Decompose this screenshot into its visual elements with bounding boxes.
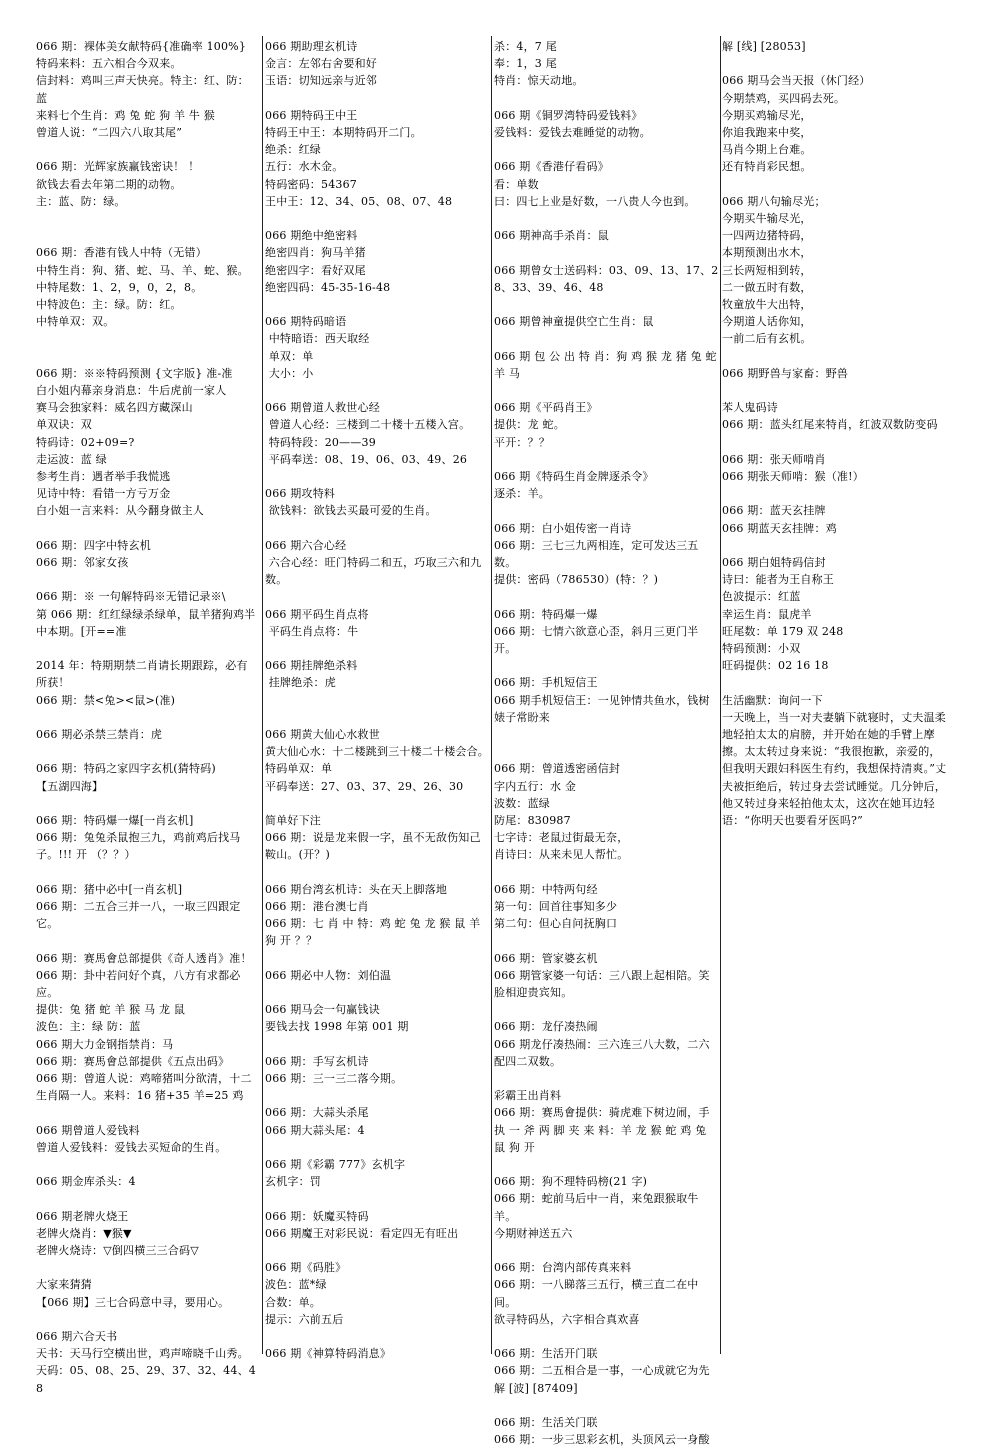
text-line: 第一句：回首往事知多少 <box>494 899 618 913</box>
text-line <box>36 141 258 158</box>
text-line: 参考生肖：遇者举手我慌逃 <box>36 470 171 483</box>
text-line: 苯人鬼码诗 <box>722 401 778 415</box>
text-line <box>265 1139 490 1156</box>
text-line: 066 期：大蒜头杀尾 <box>265 1106 369 1120</box>
text-line: 066 期：二五合三并一八，一取三四跟定它。 <box>36 899 241 931</box>
text-line: 旺码提供：02 16 18 <box>722 659 829 673</box>
text-line: 066 期必中人物：刘伯温 <box>265 968 392 982</box>
text-line: 066 期平码生肖点将 <box>265 607 369 621</box>
text-line: 中特生肖：狗、猪、蛇、马、羊、蛇、猴。 <box>36 263 249 277</box>
text-line: 066 期：蛇前马后中一肖，来兔跟猴取牛羊。 <box>494 1192 699 1223</box>
text-line: 066 期《特码生肖金牌逐杀令》 <box>494 469 654 483</box>
text-line <box>265 984 490 1001</box>
text-line: 绝密四码：45-35-16-48 <box>265 280 391 294</box>
text-line: 066 期：赛馬會提供：骑虎难下树边闹，手执 一 斧 两 脚 夹 来 料：羊 龙 猴 蛇 鸡 兔 鼠 狗 开 <box>494 1106 711 1154</box>
text-line <box>36 330 258 347</box>
text-line: 066 期《铜罗湾特码爱钱料》 <box>494 108 643 122</box>
text-line: 色波提示：红蓝 <box>722 590 801 604</box>
text-line: 066 期：猪中必中[一肖玄机] <box>36 882 183 896</box>
text-line <box>494 726 720 743</box>
text-line <box>494 502 720 519</box>
text-line <box>36 709 258 726</box>
text-line <box>36 864 258 881</box>
text-line: 066 期：七 肖 中 特：鸡 蛇 兔 龙 猴 鼠 羊 狗 开 ？？ <box>265 917 485 948</box>
text-line: 066 期大蒜头尾：4 <box>265 1123 365 1137</box>
text-line: 防尾：830987 <box>494 813 571 827</box>
text-line <box>494 210 720 227</box>
text-line <box>722 55 948 72</box>
text-line: 提供：密码（786530）(特：？) <box>494 573 659 587</box>
text-line: 066 期马会一句赢钱诀 <box>265 1003 380 1017</box>
text-line: 第二句：但心自问抚胸口 <box>494 917 618 931</box>
text-line: 天码：05、08、25、29、37、32、44、48 <box>36 1364 256 1395</box>
text-line: 二一做五时有数， <box>722 280 812 294</box>
text-line: 看：单数 <box>494 177 539 191</box>
text-line: 提供：兔 猪 蛇 羊 猴 马 龙 鼠 <box>36 1003 186 1017</box>
text-line: 单双诀：双 <box>36 418 92 432</box>
text-line: 一四两边猪特码， <box>722 229 812 243</box>
text-line: 066 期攻特料 <box>265 487 336 501</box>
text-line <box>494 244 720 261</box>
text-line <box>265 296 490 313</box>
text-line: 066 期：张天师啃肖 <box>722 452 826 466</box>
text-line: 066 期手机短信王：一见钟情共鱼水，钱树婊子常盼来 <box>494 693 710 724</box>
text-line <box>265 709 490 726</box>
text-line: 066 期：台湾内部传真来料 <box>494 1261 632 1275</box>
text-line <box>265 640 490 657</box>
text-line <box>265 468 490 485</box>
text-line: 马肖今期上台难。 <box>722 143 812 157</box>
text-line <box>722 537 948 554</box>
text-line <box>722 485 948 502</box>
text-line: 066 期：裸体美女献特码{准确率 100%} <box>36 40 247 53</box>
text-line: 066 期《彩霸 777》玄机字 <box>265 1157 406 1171</box>
text-line: 066 期《平码肖王》 <box>494 401 598 415</box>
text-line <box>265 90 490 107</box>
text-line <box>494 296 720 313</box>
text-line: 中特暗语：西天取经 <box>265 332 370 346</box>
text-line: 王中王：12、34、05、08、07、48 <box>265 194 453 208</box>
text-line <box>36 1190 258 1207</box>
text-line: 波色：蓝*绿 <box>265 1278 327 1292</box>
text-line: 欲寻特码丛，六字相合真欢喜 <box>494 1312 640 1326</box>
text-line <box>36 795 258 812</box>
text-line: 白小姐内幕亲身消息：牛后虎前一家人 <box>36 383 227 397</box>
text-line: 066 期蓝天玄挂牌：鸡 <box>722 521 837 535</box>
text-line: 特码特段：20——39 <box>265 435 376 449</box>
column-2 <box>265 38 490 1362</box>
text-line <box>265 1328 490 1345</box>
text-line: 大家来猜猜 <box>36 1278 92 1292</box>
text-line: 066 期老牌火烧王 <box>36 1209 129 1223</box>
text-line: 066 期《码胜》 <box>265 1261 347 1275</box>
text-line <box>265 1242 490 1259</box>
text-line: 066 期大力金钢指禁肖：马 <box>36 1037 174 1051</box>
text-line <box>36 348 258 365</box>
text-line: 幸运生肖：鼠虎羊 <box>722 607 812 621</box>
text-line: 曾道人爱钱料：爱钱去买短命的生肖。 <box>36 1140 227 1154</box>
text-line: 066 期：白小姐传密一肖诗 <box>494 521 632 535</box>
text-line: 066 期：生活开门联 <box>494 1347 598 1361</box>
text-line: 066 期 包 公 出 特 肖：狗 鸡 猴 龙 猪 兔 蛇 羊 马 <box>494 349 721 380</box>
text-line: 波数：蓝绿 <box>494 796 550 810</box>
text-line: 066 期：兔兔杀鼠抱三九，鸡前鸡后找马子。!!! 开 （？？） <box>36 831 241 862</box>
text-line: 金言：左邻右舍要和好 <box>265 57 377 71</box>
text-line: 066 期：光辉家族赢钱密诀！ ！ <box>36 160 200 174</box>
text-line: 066 期《神算特码消息》 <box>265 1347 392 1361</box>
text-line: 逐杀：羊。 <box>494 487 550 501</box>
text-line: 066 期挂牌绝杀料 <box>265 659 358 673</box>
text-line: 中特单双：双。 <box>36 315 115 329</box>
text-line: 066 期魔王对彩民说：看定四无有旺出 <box>265 1226 459 1240</box>
text-line: 066 期黄大仙心水救世 <box>265 727 380 741</box>
text-line: 来料七个生肖：鸡 兔 蛇 狗 羊 牛 猴 <box>36 108 215 122</box>
text-line: 今期禁鸡，买四码去死。 <box>722 91 846 105</box>
text-line <box>265 864 490 881</box>
text-line: 提示：六前五后 <box>265 1312 344 1326</box>
text-line: 066 期：管家婆玄机 <box>494 951 598 965</box>
text-line: 066 期助理玄机诗 <box>265 40 358 53</box>
text-line: 信封料：鸡叫三声天快亮。特主：红、防：蓝 <box>36 74 249 105</box>
text-line: 特码王中王：本期特码开二门。 <box>265 126 422 139</box>
text-line <box>494 1328 720 1345</box>
text-line: 066 期：妖魔买特码 <box>265 1209 369 1223</box>
text-line: 字内五行：水 金 <box>494 779 577 793</box>
text-line: 本期预测出水木， <box>722 246 812 260</box>
text-line: 中特波色：主：绿。防：红。 <box>36 298 182 311</box>
text-line: 特码单双：单 <box>265 762 333 776</box>
text-line: 一前二后有玄机。 <box>722 332 812 346</box>
text-line <box>265 1036 490 1053</box>
text-line <box>494 1397 720 1414</box>
text-line: 【066 期】三七合码意中寻，要用心。 <box>36 1295 230 1309</box>
text-line: 第 066 期：红红绿绿杀绿单，鼠羊猪狗鸡半中本期。[开==准 <box>36 607 256 638</box>
text-line: 066 期马会当天报（休门经） <box>722 74 871 88</box>
text-line: 平码生肖点将：牛 <box>265 624 359 638</box>
text-line: 066 期：狗不理特码榜(21 字) <box>494 1175 648 1189</box>
text-line: 要钱去找 1998 年第 001 期 <box>265 1020 409 1034</box>
text-line: 066 期：港台澳七肖 <box>265 899 369 913</box>
text-line: 066 期：手机短信王 <box>494 676 598 690</box>
text-line: 曾道人心经：三楼到二十楼十五楼入宫。 <box>265 418 471 432</box>
text-line <box>494 588 720 605</box>
text-line <box>494 932 720 949</box>
text-line: 066 期特码王中王 <box>265 108 358 122</box>
text-line: 066 期：特码之家四字玄机(猜特码) <box>36 762 216 776</box>
text-line: 大小：小 <box>265 366 314 380</box>
text-line: 解 [线] [28053] <box>722 40 806 53</box>
text-line <box>494 90 720 107</box>
text-line: 提供：龙 蛇。 <box>494 418 565 432</box>
text-line: 绝密四肖：狗马羊猪 <box>265 246 366 260</box>
text-line: 绝杀：红绿 <box>265 143 321 157</box>
text-line: 066 期金库杀头：4 <box>36 1175 136 1189</box>
text-line <box>36 520 258 537</box>
text-line: 平码奉送：27、03、37、29、26、30 <box>265 779 464 793</box>
text-line: 杀：4，7 尾 <box>494 40 557 53</box>
text-line: 曾道人说：“二四六八取其尾” <box>36 126 183 140</box>
text-line <box>36 227 258 244</box>
text-line: 五行：水木金。 <box>265 160 344 174</box>
text-line: 七字诗：老鼠过街最无奈， <box>494 831 629 845</box>
text-line: 合数：单。 <box>265 1295 321 1309</box>
text-line: 平开：？？ <box>494 435 550 449</box>
text-line: 白小姐一言来料：从今翻身做主人 <box>36 504 204 518</box>
text-line: 066 期：赛馬會总部提供《五点出码》 <box>36 1054 230 1068</box>
text-line: 还有特肖彩民想。 <box>722 160 812 174</box>
text-line <box>494 743 720 760</box>
text-line: 066 期野兽与家畜：野兽 <box>722 366 849 380</box>
text-line <box>494 1001 720 1018</box>
text-line: 赛马会独家料：威名四方藏深山 <box>36 401 193 415</box>
text-line: 波色：主：绿 防：蓝 <box>36 1020 141 1034</box>
column-3 <box>494 38 720 1448</box>
column-divider <box>720 36 721 1354</box>
text-line: 中特尾数：1、2，9，0，2，8。 <box>36 280 203 294</box>
text-line: 066 期：三七三九两相连，定可发达三五数。 <box>494 538 699 569</box>
text-line: 解 [波] [87409] <box>494 1381 578 1395</box>
text-line: 一天晚上，当一对夫妻躺下就寝时，丈夫温柔地轻拍太太的肩膀，并开始在她的手臂上摩擦。太太转过身来说：“我很抱歉，亲爱的，但我明天跟妇科医生有约，我想保持清爽。”丈夫被拒绝后，转过身去尝试睡觉。几分钟后，他又转过身来轻拍他太太，这次在她耳边轻语：“你明天也要看牙医吗?” <box>722 710 947 828</box>
text-line <box>36 571 258 588</box>
text-line: 三长两短相到转， <box>722 263 812 277</box>
text-line: 六合心经：旺门特码二和五，巧取三六和九数。 <box>265 556 482 587</box>
text-line: 066 期：※※特码预测 {文字版} 准-准 <box>36 366 233 380</box>
text-line: 066 期：三一三二落今期。 <box>265 1071 403 1085</box>
text-line <box>722 382 948 399</box>
text-line: 旺尾数：单 179 双 248 <box>722 624 844 638</box>
text-line <box>36 640 258 657</box>
text-line: 066 期：龙仔凑热闹 <box>494 1020 598 1034</box>
text-line: 066 期：赛馬會总部提供《奇人透肖》准！ <box>36 951 252 965</box>
text-line: 彩霸王出肖料 <box>494 1089 562 1103</box>
text-line <box>494 864 720 881</box>
text-line: 066 期白姐特码信封 <box>722 555 826 569</box>
text-line <box>722 434 948 451</box>
text-line <box>36 210 258 227</box>
text-line: 玉语：切知远亲与近邻 <box>265 74 377 88</box>
text-line: 066 期：说是龙来假一字，虽不无敌伤知己鞍山。(开？) <box>265 831 481 862</box>
text-line: 主：蓝、防：绿。 <box>36 194 126 208</box>
text-line <box>36 932 258 949</box>
text-line: 曰：四七上业是好数，一八贵人今也到。 <box>494 194 696 208</box>
text-line <box>265 950 490 967</box>
text-line: 生活幽默：询问一下 <box>722 693 823 707</box>
text-line <box>265 210 490 227</box>
text-line: 066 期曾道人救世心经 <box>265 401 380 415</box>
text-line: 欲钱料：欲钱去买最可爱的生肖。 <box>265 504 437 518</box>
text-line: 单双：单 <box>265 349 314 363</box>
text-line <box>36 1104 258 1121</box>
text-line: 066 期台湾玄机诗：头在天上脚落地 <box>265 882 448 896</box>
text-line: 066 期六合心经 <box>265 538 347 552</box>
text-line: 066 期：蓝天玄挂牌 <box>722 504 826 518</box>
text-line: 玄机字：罚 <box>265 1175 321 1189</box>
text-line: 今期买鸡输尽光， <box>722 108 812 122</box>
text-line <box>494 1156 720 1173</box>
text-line: 天书：天马行空横出世，鸡声啼晓千山秀。 <box>36 1347 249 1361</box>
text-line: 爱钱料：爱钱去难睡觉的动物。 <box>494 126 651 139</box>
text-line: 老牌火烧诗：▽倒四横三三合码▽ <box>36 1243 199 1257</box>
column-1 <box>36 38 258 1397</box>
text-line: 特码预测：小双 <box>722 642 801 655</box>
text-line: 066 期六合天书 <box>36 1329 118 1343</box>
text-line: 走运波：蓝 绿 <box>36 452 107 466</box>
text-line: 066 期曾女士送码料：03、09、13、17、28、33、39、46、48 <box>494 263 719 294</box>
text-line <box>265 520 490 537</box>
text-line: 066 期张天师啃：猴（准!） <box>722 470 864 483</box>
text-line <box>494 1242 720 1259</box>
text-line <box>265 1087 490 1104</box>
text-line: 066 期：二五相合是一事，一心成就它为先 <box>494 1364 710 1378</box>
text-line: 066 期：生活关门联 <box>494 1415 598 1429</box>
text-line: 你追我跑来中奖， <box>722 126 812 139</box>
text-line <box>494 1070 720 1087</box>
text-line <box>265 692 490 709</box>
text-line: 066 期必杀禁三禁肖：虎 <box>36 727 163 741</box>
text-line: 今期道人话你知， <box>722 315 812 329</box>
text-line: 066 期：蓝头红尾来特肖，红波双数防变码 <box>722 418 938 432</box>
text-line <box>494 141 720 158</box>
text-line <box>36 1156 258 1173</box>
text-line: 066 期曾神童提供空亡生肖：鼠 <box>494 315 654 329</box>
text-line <box>265 1190 490 1207</box>
text-line: 挂牌绝杀：虎 <box>265 676 336 690</box>
text-line: 066 期：禁<兔><鼠>(准) <box>36 693 176 707</box>
text-line <box>36 743 258 760</box>
text-line: 066 期：手写玄机诗 <box>265 1054 369 1068</box>
text-line: 066 期：曾道人说：鸡啼猪叫分欲清，十二生肖隔一人。来料：16 猪+35 羊=25 鸡 <box>36 1071 252 1103</box>
text-line: 066 期神高手杀肖：鼠 <box>494 229 609 243</box>
text-line: 平码奉送：08、19、06、03、49、26 <box>265 452 468 466</box>
text-line: 066 期：特码爆一爆 <box>494 607 598 621</box>
text-line: 066 期特码暗语 <box>265 315 347 329</box>
text-line <box>494 451 720 468</box>
text-line: 066 期：香港有钱人中特（无错） <box>36 246 207 260</box>
text-line <box>722 348 948 365</box>
text-line: 066 期：一步三思彩玄机，头顶风云一身酸 <box>494 1433 710 1447</box>
text-line: 特码诗：02+09=? <box>36 435 135 449</box>
text-line <box>265 795 490 812</box>
text-line: 奉：1，3 尾 <box>494 57 557 71</box>
text-line <box>36 1311 258 1328</box>
text-line <box>265 382 490 399</box>
text-line <box>494 330 720 347</box>
text-line: 特码密码：54367 <box>265 177 357 191</box>
text-line: 肖诗曰：从来未见人帮忙。 <box>494 848 629 862</box>
text-line: 066 期：七情六欲意心歪，斜月三更门半开。 <box>494 624 699 655</box>
text-line: 绝密四字：看好双尾 <box>265 263 366 277</box>
text-line: 牧童放牛大出特， <box>722 298 812 312</box>
text-line: 老牌火烧肖：▼猴▼ <box>36 1226 132 1240</box>
text-line: 066 期：邻家女孩 <box>36 556 129 569</box>
column-divider <box>491 36 492 1354</box>
text-line: 黄大仙心水：十二楼跳到三十楼二十楼会合。 <box>265 745 489 759</box>
text-line: 特码来料：五六相合今双来。 <box>36 57 182 71</box>
text-line <box>265 588 490 605</box>
text-line: 诗曰：能者为王自称王 <box>722 573 834 587</box>
text-line: 今期买牛输尽光， <box>722 212 812 225</box>
text-line <box>494 382 720 399</box>
text-line: 欲钱去看去年第二期的动物。 <box>36 177 182 191</box>
text-line: 见诗中特：看错一方亏万金 <box>36 487 171 501</box>
text-line: 066 期：四字中特玄机 <box>36 538 151 552</box>
column-divider <box>262 36 263 1354</box>
text-line: 特肖：惊天动地。 <box>494 74 584 88</box>
text-line: 今期财神送五六 <box>494 1226 573 1240</box>
text-line: 066 期：中特两句经 <box>494 882 598 896</box>
text-line: 066 期曾道人爱钱料 <box>36 1123 140 1137</box>
text-line <box>494 657 720 674</box>
text-line: 066 期：卦中若问好个真，八方有求都必应。 <box>36 968 241 999</box>
text-line <box>36 1259 258 1276</box>
text-line: 066 期绝中绝密料 <box>265 229 358 243</box>
text-line: 066 期八句输尽光； <box>722 194 826 208</box>
text-line: 066 期龙仔凑热闹：三六连三八大数，二六配四二双数。 <box>494 1037 710 1068</box>
text-line: 【五湖四海】 <box>36 779 104 793</box>
text-line: 066 期管家婆一句话：三八跟上起相陪。笑脸相迎贵宾知。 <box>494 968 710 999</box>
text-line <box>722 674 948 691</box>
column-4 <box>722 38 948 829</box>
text-line <box>722 176 948 193</box>
text-line: 066 期：※ 一句解特码※无错记录※\ <box>36 590 226 604</box>
text-line: 066 期：特码爆一爆[一肖玄机] <box>36 813 194 827</box>
text-line: 066 期：一八睇落三五行，横三直二在中间。 <box>494 1278 699 1309</box>
text-line: 2014 年：特期期禁二肖请长期跟踪，必有所获！ <box>36 659 248 690</box>
text-line: 066 期：曾道透密函信封 <box>494 762 621 776</box>
text-line: 066 期《香港仔看码》 <box>494 160 609 174</box>
text-line: 简单好下注 <box>265 813 321 827</box>
